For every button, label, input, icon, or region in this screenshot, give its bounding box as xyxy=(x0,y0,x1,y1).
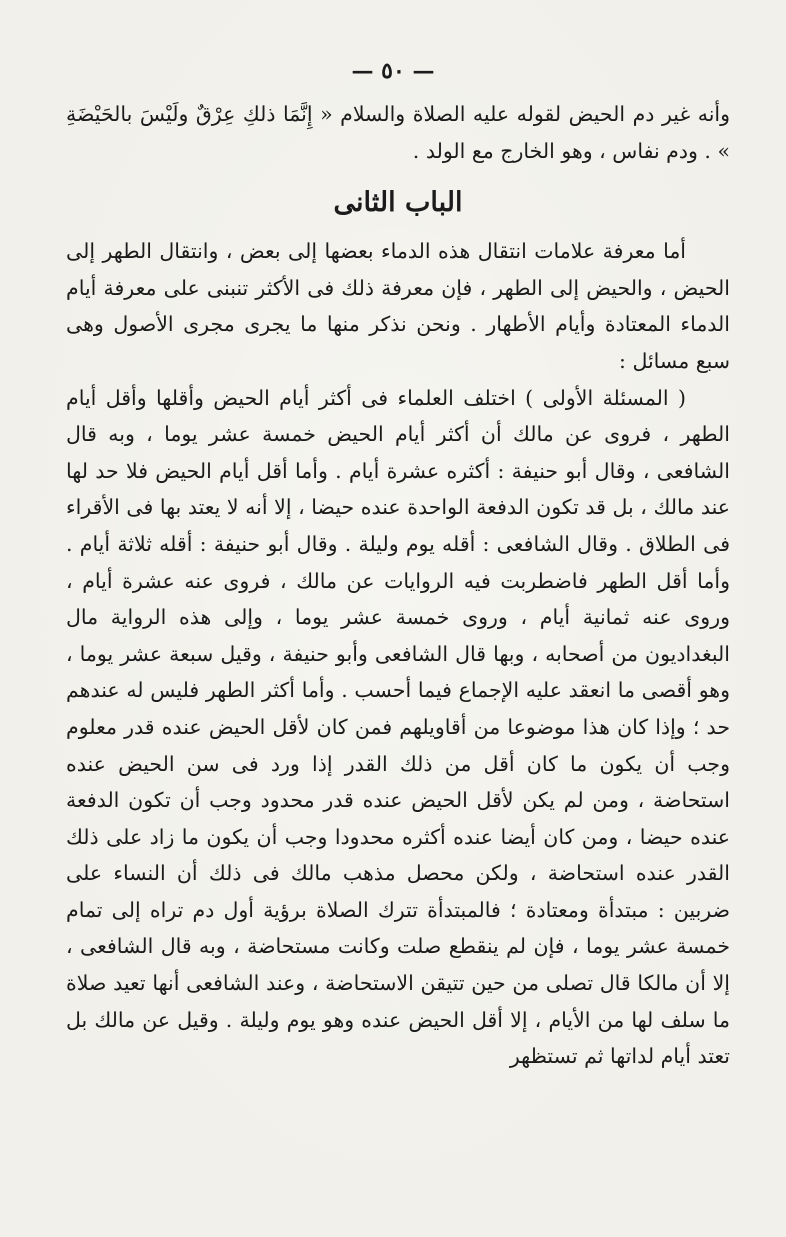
chapter-paragraph-2: ( المسئلة الأولى ) اختلف العلماء فى أكثر أيام الحيض وأقلها وأقل أيام الطهر ، فروى عن مالك أن أكثر أيام الحيض خمسة عشر يوما ، وبه قال الشافعى ، وقال أبو حنيفة : أكثره عشرة أيام . وأما أقل أيام الحيض فلا حد لها عند مالك ، بل قد تكون الدفعة الواحدة عنده حيضا ، إلا أنه لا يعتد بها فى الأقراء فى الطلاق . وقال الشافعى : أقله يوم وليلة . وقال أبو حنيفة : أقله ثلاثة أيام . وأما أقل الطهر فاضطربت فيه الروايات عن مالك ، فروى عنه عشرة أيام ، وروى عنه ثمانية أيام ، وروى خمسة عشر يوما ، وإلى هذه الرواية مال البغداديون من أصحابه ، وبها قال الشافعى وأبو حنيفة ، وقيل سبعة عشر يوما ، وهو أقصى ما انعقد عليه الإجماع فيما أحسب . وأما أكثر الطهر فليس له عندهم حد ؛ وإذا كان هذا موضوعا من أقاويلهم فمن كان لأقل الحيض عنده قدر معلوم وجب أن يكون ما كان أقل من ذلك القدر إذا ورد فى سن الحيض عنده استحاضة ، ومن لم يكن لأقل الحيض عنده قدر محدود وجب أن تكون الدفعة عنده حيضا ، ومن كان أيضا عنده أكثره محدودا وجب أن يكون ما زاد على ذلك القدر عنده استحاضة ، ولكن محصل مذهب مالك فى ذلك أن النساء على ضربين : مبتدأة ومعتادة ؛ فالمبتدأة تترك الصلاة برؤية أول دم تراه إلى تمام خمسة عشر يوما ، فإن لم ينقطع صلت وكانت مستحاضة ، وبه قال الشافعى ، إلا أن مالكا قال تصلى من حين تتيقن الاستحاضة ، وعند الشافعى أنها تعيد صلاة ما سلف لها من الأيام ، إلا أقل الحيض عنده وهو يوم وليلة . وقيل عن مالك بل تعتد أيام لداتها ثم تستظهر xyxy=(66,385,730,1069)
intro-paragraph: وأنه غير دم الحيض لقوله عليه الصلاة والسلام « إِنَّمَا ذلكِ عِرْقٌ ولَيْسَ بالحَيْضَةِ » . ودم نفاس ، وهو الخارج مع الولد . xyxy=(66,102,730,163)
chapter-title: الباب الثانى xyxy=(333,187,463,219)
chapter-paragraph-1: أما معرفة علامات انتقال هذه الدماء بعضها إلى بعض ، وانتقال الطهر إلى الحيض ، والحيض إلى الطهر ، فإن معرفة ذلك فى الأكثر تنبنى على معرفة أيام الدماء المعتادة وأيام الأطهار . ونحن نذكر منها ما يجرى مجرى الأصول وهى سبع مسائل : xyxy=(66,239,730,373)
page-body xyxy=(66,96,730,1075)
page-number: — ٥٠ — xyxy=(351,58,435,84)
